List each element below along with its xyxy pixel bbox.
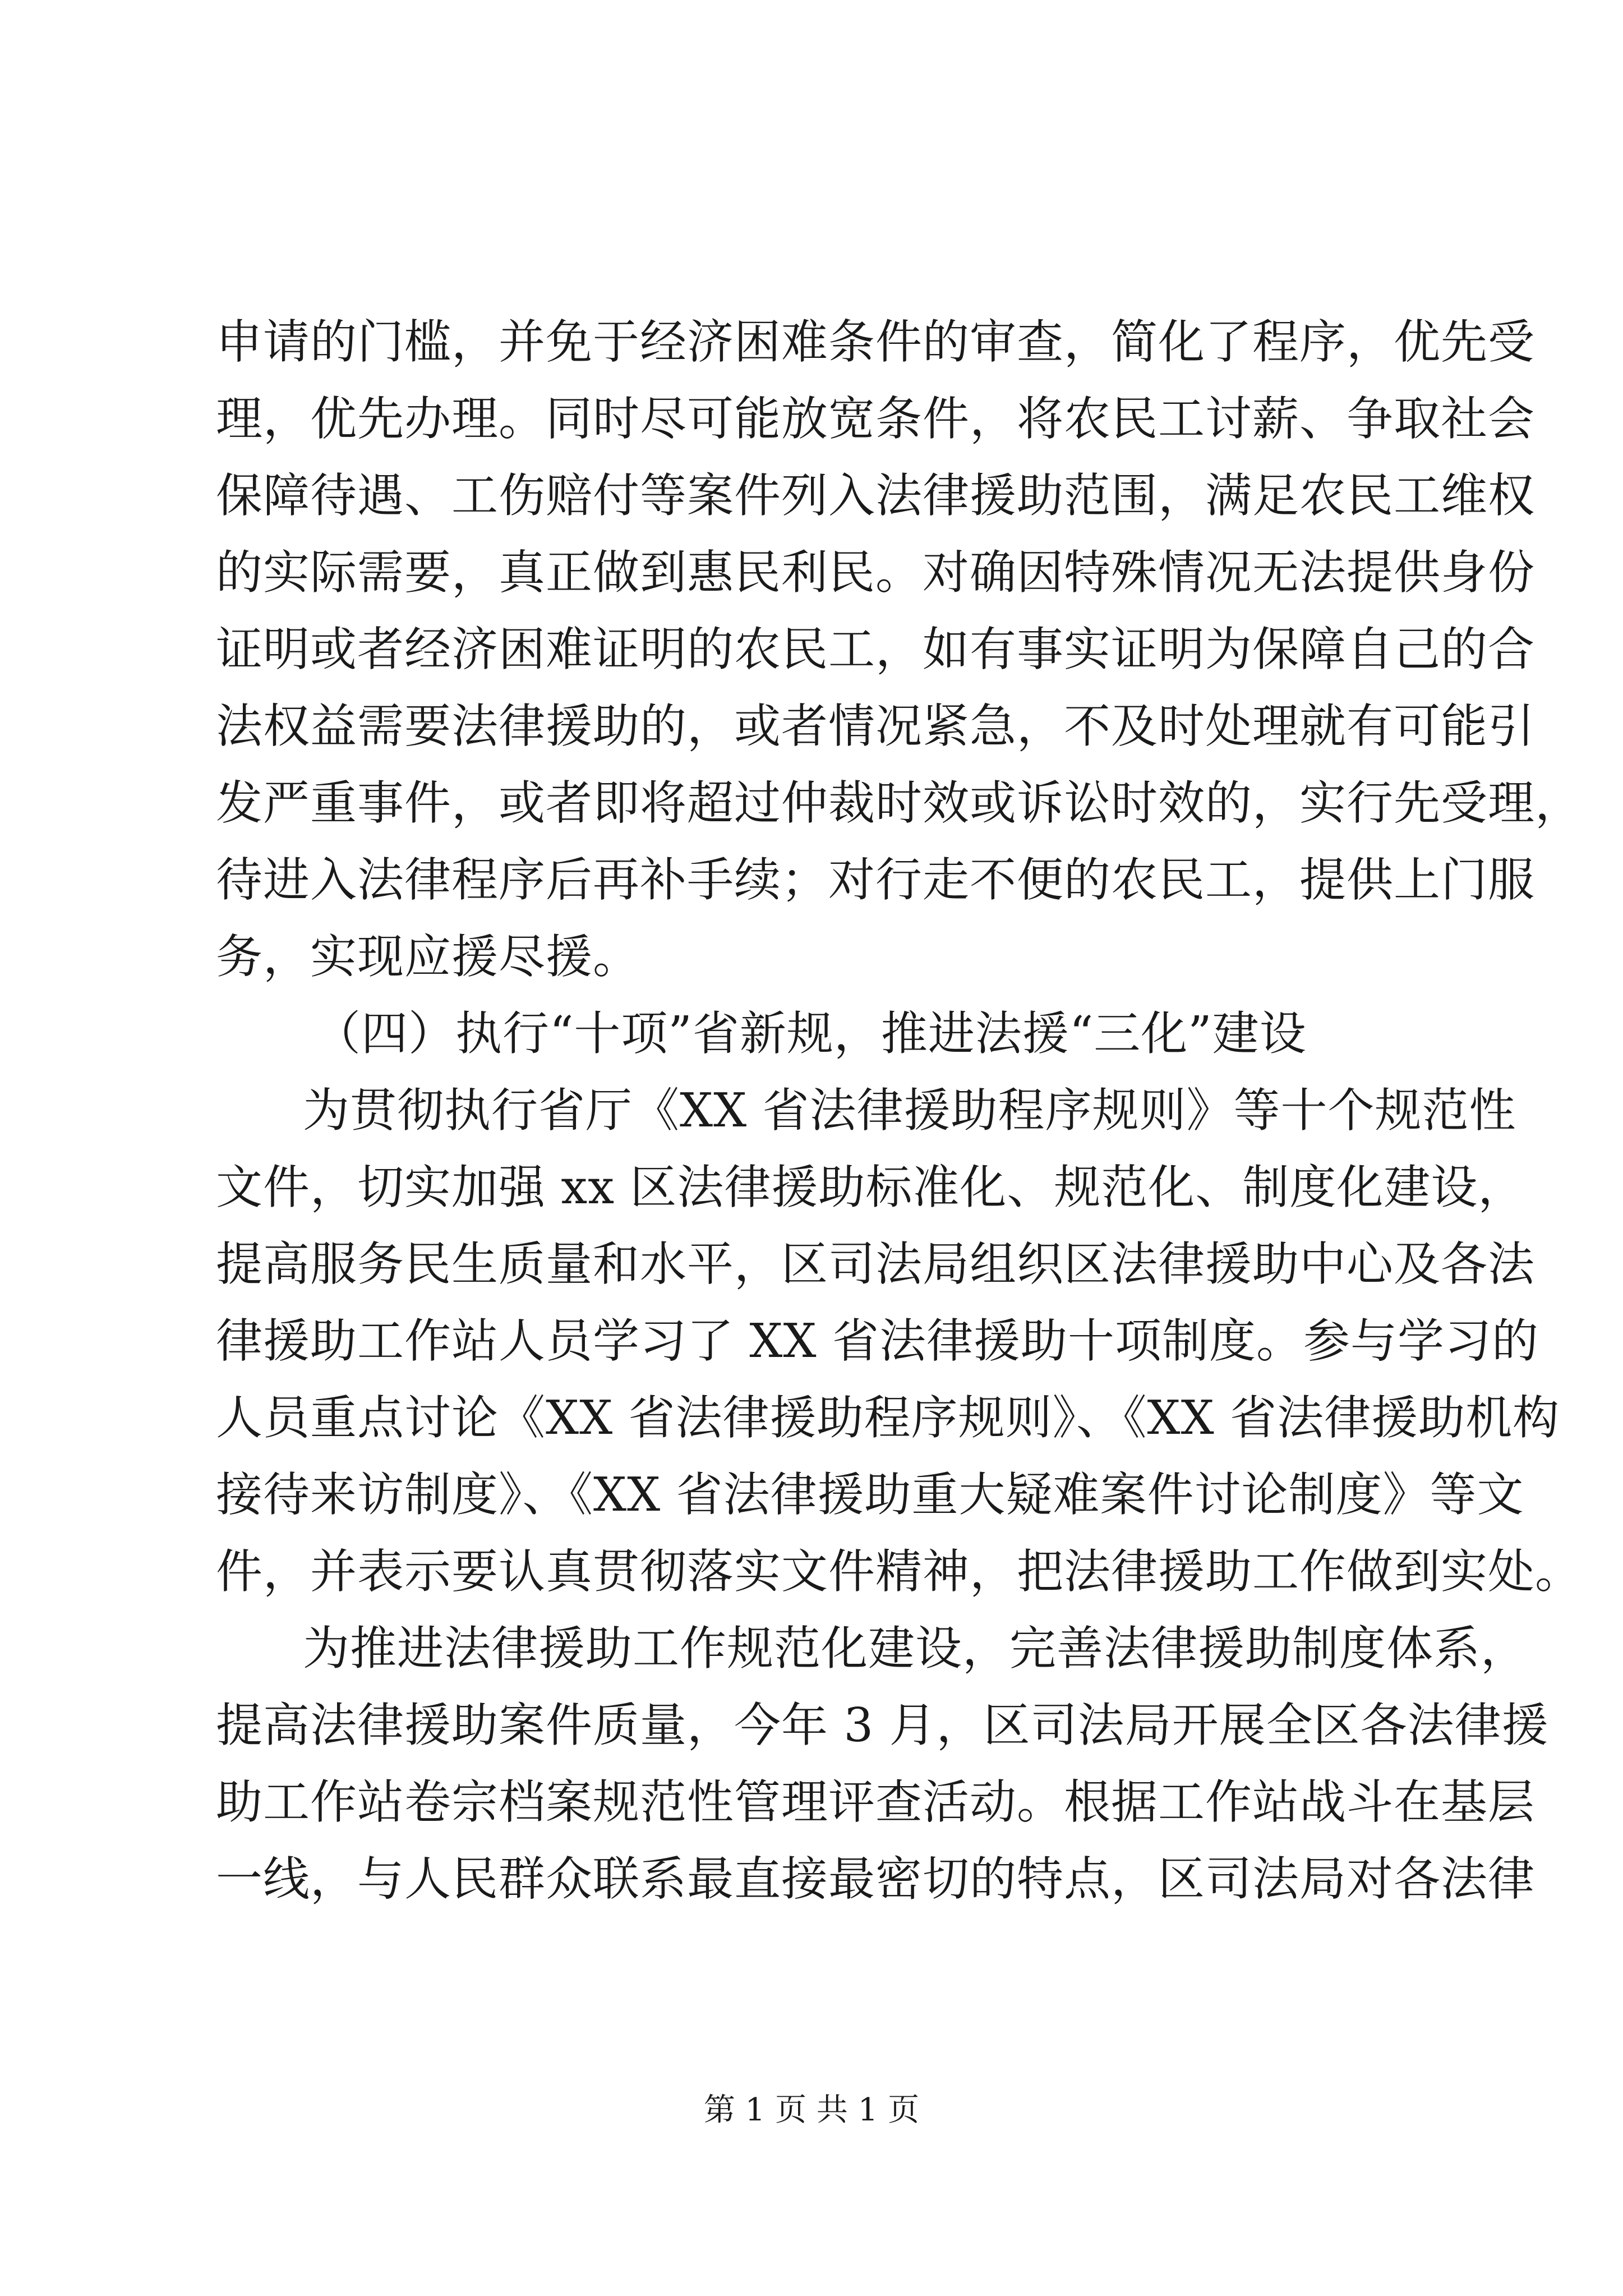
body-text-line: 人员重点讨论《XX 省法律援助程序规则》、《XX 省法律援助机构 — [216, 1391, 1560, 1445]
body-text-line: 保障待遇、工伤赔付等案件列入法律援助范围，满足农民工维权 — [216, 468, 1535, 523]
body-text-line: 理，优先办理。同时尽可能放宽条件，将农民工讨薪、争取社会 — [216, 392, 1535, 446]
body-text-line: 提高法律援助案件质量，今年 3 月，区司法局开展全区各法律援 — [216, 1698, 1549, 1752]
body-text-line: 件，并表示要认真贯彻落实文件精神，把法律援助工作做到实处。 — [216, 1544, 1582, 1599]
body-text-line: 一线，与人民群众联系最直接最密切的特点，区司法局对各法律 — [216, 1852, 1535, 1906]
body-text-line: 发严重事件，或者即将超过仲裁时效或诉讼时效的，实行先受理， — [216, 776, 1582, 830]
body-text-line: 提高服务民生质量和水平，区司法局组织区法律援助中心及各法 — [216, 1237, 1535, 1291]
body-text-line: 助工作站卷宗档案规范性管理评查活动。根据工作站战斗在基层 — [216, 1775, 1535, 1829]
body-text-line: 接待来访制度》、《XX 省法律援助重大疑难案件讨论制度》等文 — [216, 1467, 1524, 1522]
body-text-line: 为推进法律援助工作规范化建设，完善法律援助制度体系， — [303, 1621, 1528, 1676]
body-text-line: 法权益需要法律援助的，或者情况紧急，不及时处理就有可能引 — [216, 699, 1535, 753]
body-text-line: 待进入法律程序后再补手续；对行走不便的农民工，提供上门服 — [216, 853, 1535, 907]
section-heading: （四）执行“十项”省新规，推进法援“三化”建设 — [314, 1006, 1307, 1061]
body-text-line: 的实际需要，真正做到惠民利民。对确因特殊情况无法提供身份 — [216, 545, 1535, 600]
body-text-line: 律援助工作站人员学习了 XX 省法律援助十项制度。参与学习的 — [216, 1314, 1539, 1368]
body-text-line: 证明或者经济困难证明的农民工，如有事实证明为保障自己的合 — [216, 622, 1535, 677]
body-text-line: 为贯彻执行省厅《XX 省法律援助程序规则》等十个规范性 — [303, 1083, 1516, 1138]
page-footer: 第 1 页 共 1 页 — [703, 2092, 920, 2128]
body-text-line: 文件，切实加强 xx 区法律援助标准化、规范化、制度化建设， — [216, 1160, 1525, 1214]
body-text-line: 申请的门槛，并免于经济困难条件的审查，简化了程序，优先受 — [216, 315, 1535, 369]
body-text-line: 务，实现应援尽援。 — [216, 930, 640, 984]
